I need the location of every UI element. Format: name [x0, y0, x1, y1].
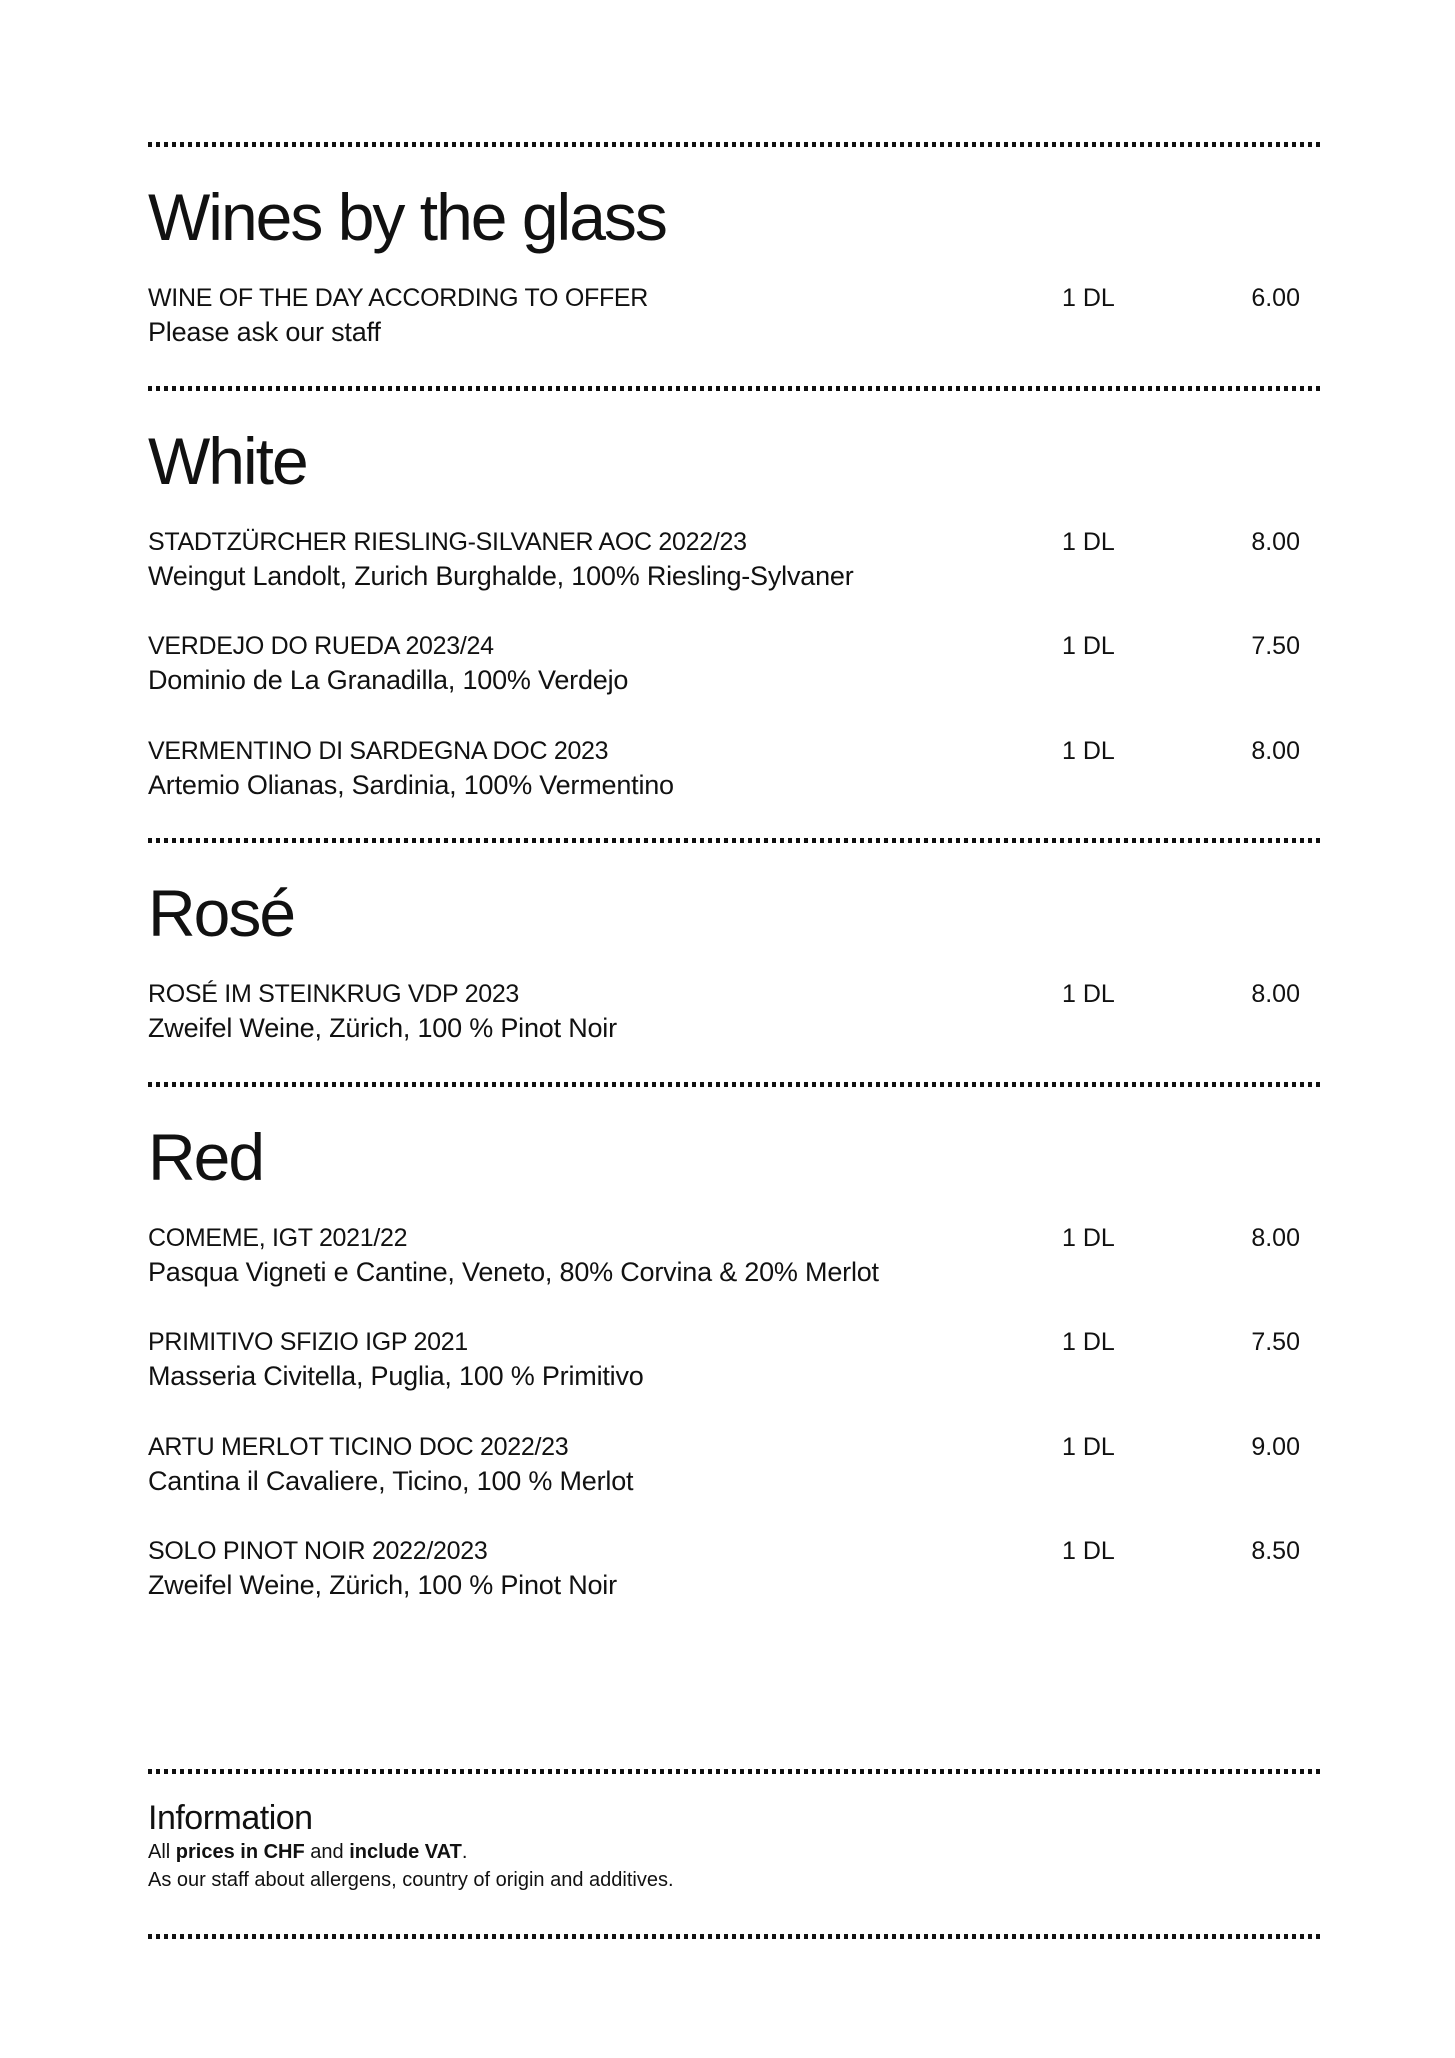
dotted-divider [148, 1769, 1324, 1774]
wine-price: 9.00 [1251, 1432, 1300, 1461]
wine-item [148, 281, 1324, 349]
dotted-divider [148, 838, 1324, 843]
info-bold-text: prices in CHF [175, 1840, 305, 1863]
wine-description: Dominio de La Granadilla, 100% Verdejo [148, 665, 629, 695]
wine-description: Zweifel Weine, Zürich, 100 % Pinot Noir [148, 1570, 617, 1600]
wine-description: Masseria Civitella, Puglia, 100 % Primitivo [148, 1361, 644, 1391]
wine-item [148, 629, 1324, 697]
wine-description: Zweifel Weine, Zürich, 100 % Pinot Noir [148, 1013, 617, 1043]
wine-quantity: 1 DL [1062, 1223, 1115, 1252]
wine-quantity: 1 DL [1062, 1537, 1115, 1565]
wine-list [148, 977, 1324, 1045]
wine-item [148, 1534, 1324, 1602]
wine-name: ROSÉ IM STEINKRUG VDP 2023 [148, 980, 520, 1008]
information-allergens: As our staff about allergens, country of origin and additives. [148, 1868, 674, 1891]
wine-item [148, 525, 1324, 593]
menu-section [148, 1082, 1324, 1603]
wine-price: 8.00 [1251, 736, 1300, 765]
wine-quantity: 1 DL [1062, 1432, 1115, 1461]
wine-price: 8.00 [1251, 527, 1300, 556]
wine-name: SOLO PINOT NOIR 2022/2023 [148, 1537, 488, 1565]
wine-name: ARTU MERLOT TICINO DOC 2022/23 [148, 1432, 569, 1461]
section-heading: Rosé [148, 876, 295, 950]
wine-item [148, 977, 1324, 1045]
wine-quantity: 1 DL [1062, 284, 1115, 312]
wine-quantity: 1 DL [1062, 1328, 1115, 1356]
dotted-divider [148, 142, 1324, 147]
section-heading: Wines by the glass [148, 180, 666, 254]
info-text: All [148, 1840, 176, 1863]
wine-price: 8.50 [1251, 1537, 1300, 1565]
wine-name: WINE OF THE DAY ACCORDING TO OFFER [148, 284, 649, 312]
wine-price: 7.50 [1251, 632, 1300, 660]
menu-section [148, 142, 1324, 349]
wine-list [148, 525, 1324, 802]
dotted-divider [148, 1934, 1324, 1939]
wine-price: 7.50 [1251, 1328, 1300, 1356]
wine-quantity: 1 DL [1062, 980, 1115, 1008]
wine-list [148, 1221, 1324, 1603]
information-section [148, 1798, 1324, 1894]
wine-name: PRIMITIVO SFIZIO IGP 2021 [148, 1328, 468, 1356]
wine-quantity: 1 DL [1062, 527, 1115, 556]
wine-description: Weingut Landolt, Zurich Burghalde, 100% Riesling-Sylvaner [148, 560, 854, 591]
wine-menu-page [148, 142, 1324, 1939]
info-bold-text: include VAT [349, 1840, 462, 1863]
wine-name: COMEME, IGT 2021/22 [148, 1223, 408, 1252]
information-prices [148, 1838, 1324, 1866]
wine-item [148, 1430, 1324, 1498]
info-text: . [461, 1840, 468, 1863]
menu-section [148, 838, 1324, 1045]
wine-item [148, 1325, 1324, 1393]
menu-section [148, 386, 1324, 802]
wine-name: VERDEJO DO RUEDA 2023/24 [148, 632, 494, 660]
wine-sections [148, 142, 1324, 1602]
info-text: and [304, 1840, 350, 1863]
wine-description: Please ask our staff [148, 317, 381, 347]
wine-quantity: 1 DL [1062, 632, 1115, 660]
wine-description: Artemio Olianas, Sardinia, 100% Vermentino [148, 769, 674, 800]
information-title: Information [148, 1798, 313, 1837]
wine-name: VERMENTINO DI SARDEGNA DOC 2023 [148, 736, 609, 765]
dotted-divider [148, 386, 1324, 391]
wine-description: Cantina il Cavaliere, Ticino, 100 % Merlot [148, 1465, 634, 1496]
wine-item [148, 734, 1324, 802]
wine-price: 6.00 [1251, 284, 1300, 312]
wine-description: Pasqua Vigneti e Cantine, Veneto, 80% Corvina & 20% Merlot [148, 1256, 879, 1287]
section-heading: White [148, 423, 307, 498]
wine-item [148, 1221, 1324, 1289]
wine-name: STADTZÜRCHER RIESLING-SILVANER AOC 2022/23 [148, 527, 747, 556]
wine-price: 8.00 [1251, 1223, 1300, 1252]
wine-price: 8.00 [1251, 980, 1300, 1008]
section-heading: Red [148, 1119, 264, 1194]
wine-list [148, 281, 1324, 349]
wine-quantity: 1 DL [1062, 736, 1115, 765]
dotted-divider [148, 1082, 1324, 1087]
